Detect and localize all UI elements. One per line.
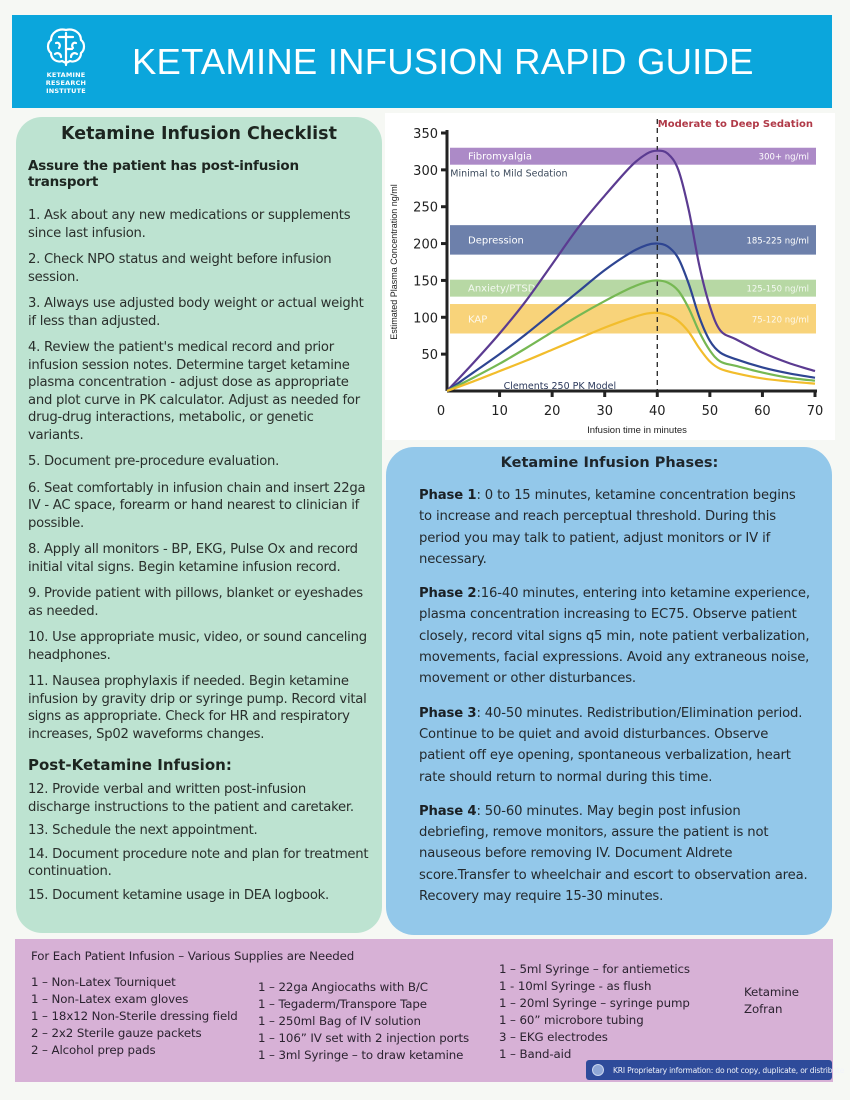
band-range-label: 125-150 ng/ml — [746, 284, 809, 295]
phase-text: : 0 to 15 minutes, ketamine concentration begins to increase and reach perceptual threshold. During this period you may talk to patient, adjust monitors or IV if necessary. — [419, 488, 796, 567]
brain-icon — [44, 25, 88, 69]
x-tick-label: 20 — [543, 404, 561, 419]
band-range-label: 300+ ng/ml — [758, 152, 809, 163]
y-tick-label: 100 — [413, 311, 438, 327]
supply-item: 2 – Alcohol prep pads — [31, 1043, 156, 1058]
y-tick-label: 150 — [413, 274, 438, 290]
checklist-subhead: Assure the patient has post-infusion transport — [28, 158, 299, 190]
sedation-deep-label: Moderate to Deep Sedation — [657, 119, 813, 130]
supplies-column-3 — [499, 961, 690, 1064]
supply-item: 2 – 2x2 Sterile gauze packets — [31, 1026, 202, 1041]
y-tick-label: 200 — [413, 237, 438, 253]
supply-item: 1 – Tegaderm/Transpore Tape — [258, 997, 427, 1012]
phases-panel — [386, 447, 832, 935]
proprietary-text: KRI Proprietary information: do not copy, duplicate, or distribute — [613, 1065, 845, 1075]
phase-item — [419, 801, 812, 907]
checklist-item: 1. Ask about any new medications or supplements since last infusion. — [28, 208, 351, 241]
band-range-label: 185-225 ng/ml — [746, 236, 809, 247]
series-line-fibromyalgia-curve — [447, 151, 815, 391]
post-infusion-heading: Post-Ketamine Infusion: — [28, 756, 232, 774]
phase-text: : 50-60 minutes. May begin post infusion debriefing, remove monitors, assure the patient is not nauseous before removing IV. Document Aldrete score.Transfer to wheelchair and escort to observation area. Recovery may require 15-30 minutes. — [419, 803, 808, 905]
supply-item: 1 – 18x12 Non-Sterile dressing field — [31, 1009, 238, 1024]
band-range-label: 75-120 ng/ml — [751, 315, 809, 326]
checklist-title: Ketamine Infusion Checklist — [61, 124, 337, 144]
medication-item: Zofran — [744, 1002, 783, 1016]
pk-chart-svg — [385, 113, 835, 440]
phase-label: Phase 4 — [419, 803, 477, 819]
phase-label: Phase 1 — [419, 488, 477, 503]
y-axis-label: Estimated Plasma Concentration ng/ml — [389, 184, 399, 340]
x-tick-label: 40 — [649, 404, 666, 419]
header-banner — [12, 15, 832, 108]
phase-text: :16-40 minutes, entering into ketamine experience, plasma concentration increasing to EC75. Observe patient closely, record vital signs q5 min, note patient verbalization, movements, facial expressions. Avoid any extraneous noise, movement or other disturbances. — [419, 586, 810, 687]
logo-line: INSTITUTE — [46, 87, 86, 95]
y-tick-label: 300 — [413, 163, 438, 179]
checklist-item: 11. Nausea prophylaxis if needed. Begin ketamine infusion by gravity drip or syringe pump. Record vital signs as appropriate. Check for HR and respiratory increases, Sp02 waveforms changes. — [28, 674, 367, 742]
band-label: Anxiety/PTSD — [468, 283, 536, 295]
y-tick-label: 350 — [413, 127, 438, 142]
supply-item: 1 – 60” microbore tubing — [499, 1013, 644, 1028]
x-tick-label: 0 — [436, 404, 446, 419]
series-line-anxiety-curve — [447, 280, 815, 391]
x-tick-label: 30 — [596, 404, 613, 419]
supply-item: 1 – Non-Latex exam gloves — [31, 992, 189, 1007]
supplies-column-1 — [31, 974, 238, 1059]
band-label: KAP — [468, 314, 488, 326]
supply-item: 1 – 5ml Syringe – for antiemetics — [499, 962, 690, 976]
supply-item: 1 – 20ml Syringe – syringe pump — [499, 996, 690, 1011]
supply-item: 1 – 106” IV set with 2 injection ports — [258, 1031, 470, 1046]
checklist-item: 8. Apply all monitors - BP, EKG, Pulse Ox and record initial vital signs. Begin ketamine infusion record. — [28, 542, 358, 575]
checklist-item: 5. Document pre-procedure evaluation. — [28, 454, 280, 469]
post-infusion-item: 15. Document ketamine usage in DEA logbook. — [28, 887, 329, 903]
x-tick-label: 60 — [754, 404, 771, 419]
medications-column — [744, 984, 799, 1018]
sedation-mild-label: Minimal to Mild Sedation — [450, 168, 568, 180]
page-title: KETAMINE INFUSION RAPID GUIDE — [132, 41, 754, 82]
phase-item — [419, 703, 812, 788]
phase-item — [419, 485, 812, 570]
supply-item: 1 – 250ml Bag of IV solution — [258, 1014, 421, 1029]
post-infusion-item: 12. Provide verbal and written post-infusion discharge instructions to the patient and caretaker. — [28, 782, 354, 815]
checklist-item: 2. Check NPO status and weight before infusion session. — [28, 252, 332, 285]
supply-item: 3 – EKG electrodes — [499, 1030, 608, 1045]
phase-text: : 40-50 minutes. Redistribution/Elimination period. Continue to be quiet and avoid disturbances. Observe patient off eye opening, spontaneous verbalization, heart rate should return to normal during this time. — [419, 705, 803, 785]
post-infusion-item: 14. Document procedure note and plan for treatment continuation. — [28, 846, 369, 879]
checklist-panel — [16, 117, 382, 933]
pk-chart — [385, 113, 835, 440]
y-tick-label: 250 — [413, 200, 438, 216]
x-axis-label: Infusion time in minutes — [587, 425, 687, 436]
phase-item — [419, 583, 812, 689]
checklist-item: 9. Provide patient with pillows, blanket or eyeshades as needed. — [28, 586, 363, 619]
checklist-item: 4. Review the patient's medical record and prior infusion session notes. Determine target ketamine plasma concentration - adjust dose as appropriate and plot curve in PK calculator. Adjust as needed for drug-drug interactions, metabolic, or genetic variants. — [28, 340, 360, 443]
post-infusion-item: 13. Schedule the next appointment. — [28, 823, 258, 838]
proprietary-badge — [586, 1060, 845, 1080]
supply-item: 1 – 22ga Angiocaths with B/C — [258, 980, 428, 994]
seal-icon — [592, 1064, 604, 1076]
supply-item: 1 – 3ml Syringe – to draw ketamine — [258, 1048, 464, 1063]
checklist-item: 3. Always use adjusted body weight or actual weight if less than adjusted. — [28, 296, 364, 329]
x-tick-label: 10 — [491, 404, 508, 419]
band-label: Depression — [468, 235, 524, 247]
phases-title: Ketamine Infusion Phases: — [500, 455, 719, 471]
supply-item: 1 – Band-aid — [499, 1047, 572, 1062]
checklist-item: 10. Use appropriate music, video, or sound canceling headphones. — [28, 630, 367, 663]
logo-line: KETAMINE — [46, 71, 86, 79]
supplies-title: For Each Patient Infusion – Various Supplies are Needed — [31, 949, 355, 963]
supplies-column-2 — [258, 979, 469, 1064]
y-tick-label: 50 — [421, 348, 438, 364]
medication-item: Ketamine — [744, 985, 799, 999]
logo-line: RESEARCH — [45, 79, 87, 87]
x-tick-label: 70 — [806, 404, 824, 419]
logo — [38, 25, 94, 101]
phase-label: Phase 3 — [419, 705, 477, 721]
model-label: Clements 250 PK Model — [503, 381, 617, 393]
band-label: Fibromyalgia — [468, 151, 532, 163]
supply-item: 1 - 10ml Syringe - as flush — [499, 979, 652, 994]
checklist-item: 6. Seat comfortably in infusion chain and insert 22ga IV - AC space, forearm or hand nearest to clinician if possible. — [28, 480, 366, 531]
x-tick-label: 50 — [701, 404, 719, 419]
supply-item: 1 – Non-Latex Tourniquet — [31, 975, 176, 989]
phase-label: Phase 2 — [419, 586, 477, 602]
